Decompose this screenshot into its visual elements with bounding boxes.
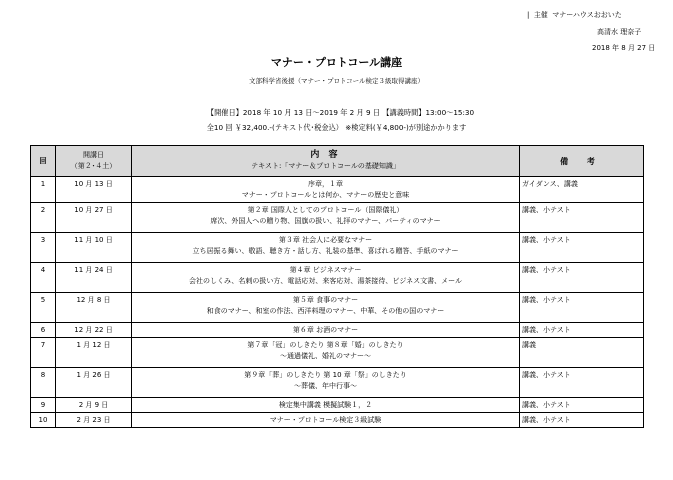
header-date-label: 開講日 (83, 151, 104, 159)
session-content (132, 293, 520, 323)
table-row (31, 233, 644, 263)
content-chapter: 第９章「葬」のしきたり 第 10 章「祭」のしきたり (244, 371, 407, 379)
session-content (132, 398, 520, 413)
organizer-name: マナーハウスおおいた (552, 11, 622, 19)
table-row (31, 177, 644, 203)
organizer-line: | 主催 マナーハウスおおいた (527, 11, 622, 19)
session-content (132, 233, 520, 263)
content-detail: 立ち居振る舞い、敬語、聴き方・話し方、礼装の基準、喜ばれる贈答、手紙のマナー (192, 247, 459, 255)
session-date: 1 月 12 日 (56, 338, 132, 368)
session-number: 2 (31, 203, 56, 233)
session-note: 講義、小テスト (520, 203, 644, 233)
table-row (31, 323, 644, 338)
session-note: 講義、小テスト (520, 293, 644, 323)
content-detail: 席次、外国人への贈り物、国旗の扱い、礼拝のマナー、パーティのマナー (210, 217, 441, 225)
table-row (31, 293, 644, 323)
session-note: 講義、小テスト (520, 413, 644, 428)
table-row (31, 338, 644, 368)
session-date: 2 月 23 日 (56, 413, 132, 428)
header-no: 回 (31, 146, 56, 177)
content-chapter: 第７章「冠」のしきたり 第８章「婚」のしきたり (247, 341, 404, 349)
session-note: 講義 (520, 338, 644, 368)
content-detail: ～通過儀礼、婚礼のマナー～ (280, 352, 371, 360)
fee-info: 全10 回 ￥32,400.-(テキスト代･税金込） ※検定料(￥4,800-)が別途かかります (206, 123, 467, 132)
table-header-row (31, 146, 644, 177)
header-note (520, 146, 644, 177)
session-number: 4 (31, 263, 56, 293)
session-date: 2 月 9 日 (56, 398, 132, 413)
session-content (132, 323, 520, 338)
content-detail: マナー・プロトコールとは何か、マナーの歴史と意味 (241, 191, 410, 199)
header-date-sub: （第２･４土） (70, 162, 117, 170)
session-content (132, 203, 520, 233)
header-content-sub: テキスト:「マナー＆プロトコールの基礎知識」 (251, 162, 400, 170)
content-chapter: マナー・プロトコール検定３級試験 (269, 416, 382, 424)
session-date: 11 月 24 日 (56, 263, 132, 293)
course-schedule-table (30, 145, 644, 428)
session-note: 講義、小テスト (520, 233, 644, 263)
session-note: 講義、小テスト (520, 263, 644, 293)
session-number: 9 (31, 398, 56, 413)
session-content (132, 338, 520, 368)
table-row (31, 398, 644, 413)
session-note: 講義、小テスト (520, 368, 644, 398)
header-content (132, 146, 520, 177)
session-number: 10 (31, 413, 56, 428)
session-date: 11 月 10 日 (56, 233, 132, 263)
session-note: ガイダンス、講義 (520, 177, 644, 203)
session-number: 5 (31, 293, 56, 323)
content-detail: 和食のマナー、和室の作法、西洋料理のマナー、中華、その他の国のマナー (206, 307, 445, 315)
content-detail: 会社のしくみ、名刺の扱い方、電話応対、来客応対、湯茶接待、ビジネス文書、メール (188, 277, 463, 285)
session-note: 講義、小テスト (520, 398, 644, 413)
table-row (31, 368, 644, 398)
table-row (31, 413, 644, 428)
session-content (132, 413, 520, 428)
session-date: 1 月 26 日 (56, 368, 132, 398)
session-date: 10 月 27 日 (56, 203, 132, 233)
content-chapter: 検定集中講義 模擬試験１，２ (278, 401, 373, 409)
content-chapter: 序章，１章 (308, 180, 343, 188)
content-chapter: 第３章 社会人に必要なマナー (278, 236, 373, 244)
instructor-name: 高清水 理奈子 (597, 28, 642, 36)
header-date (56, 146, 132, 177)
schedule-info: 【開催日】2018 年 10 月 13 日～2019 年 2 月 9 日 【講義時間】13:00～15:30 (206, 108, 475, 117)
header-content-label: 内 容 (310, 150, 341, 160)
page-subtitle: 文部科学省後援（マナー・プロトコール検定３級取得講座） (248, 77, 425, 85)
page-title: マナー・プロトコール講座 (270, 56, 403, 69)
content-chapter: 第２章 国際人としてのプロトコール（国際儀礼） (247, 206, 404, 214)
document-date: 2018 年 8 月 27 日 (592, 44, 656, 52)
session-date: 12 月 22 日 (56, 323, 132, 338)
content-chapter: 第４章 ビジネスマナー (289, 266, 362, 274)
session-number: 7 (31, 338, 56, 368)
session-number: 6 (31, 323, 56, 338)
session-date: 10 月 13 日 (56, 177, 132, 203)
table-row (31, 263, 644, 293)
header-note-label: 備 考 (560, 156, 603, 166)
session-number: 8 (31, 368, 56, 398)
session-number: 1 (31, 177, 56, 203)
session-content (132, 368, 520, 398)
session-number: 3 (31, 233, 56, 263)
organizer-label: 主催 (533, 11, 548, 19)
content-chapter: 第５章 食事のマナー (292, 296, 359, 304)
table-row (31, 203, 644, 233)
session-content (132, 263, 520, 293)
session-note: 講義、小テスト (520, 323, 644, 338)
session-content (132, 177, 520, 203)
session-date: 12 月 8 日 (56, 293, 132, 323)
content-detail: ～葬儀、年中行事～ (294, 382, 357, 390)
content-chapter: 第６章 お酒のマナー (292, 326, 359, 334)
